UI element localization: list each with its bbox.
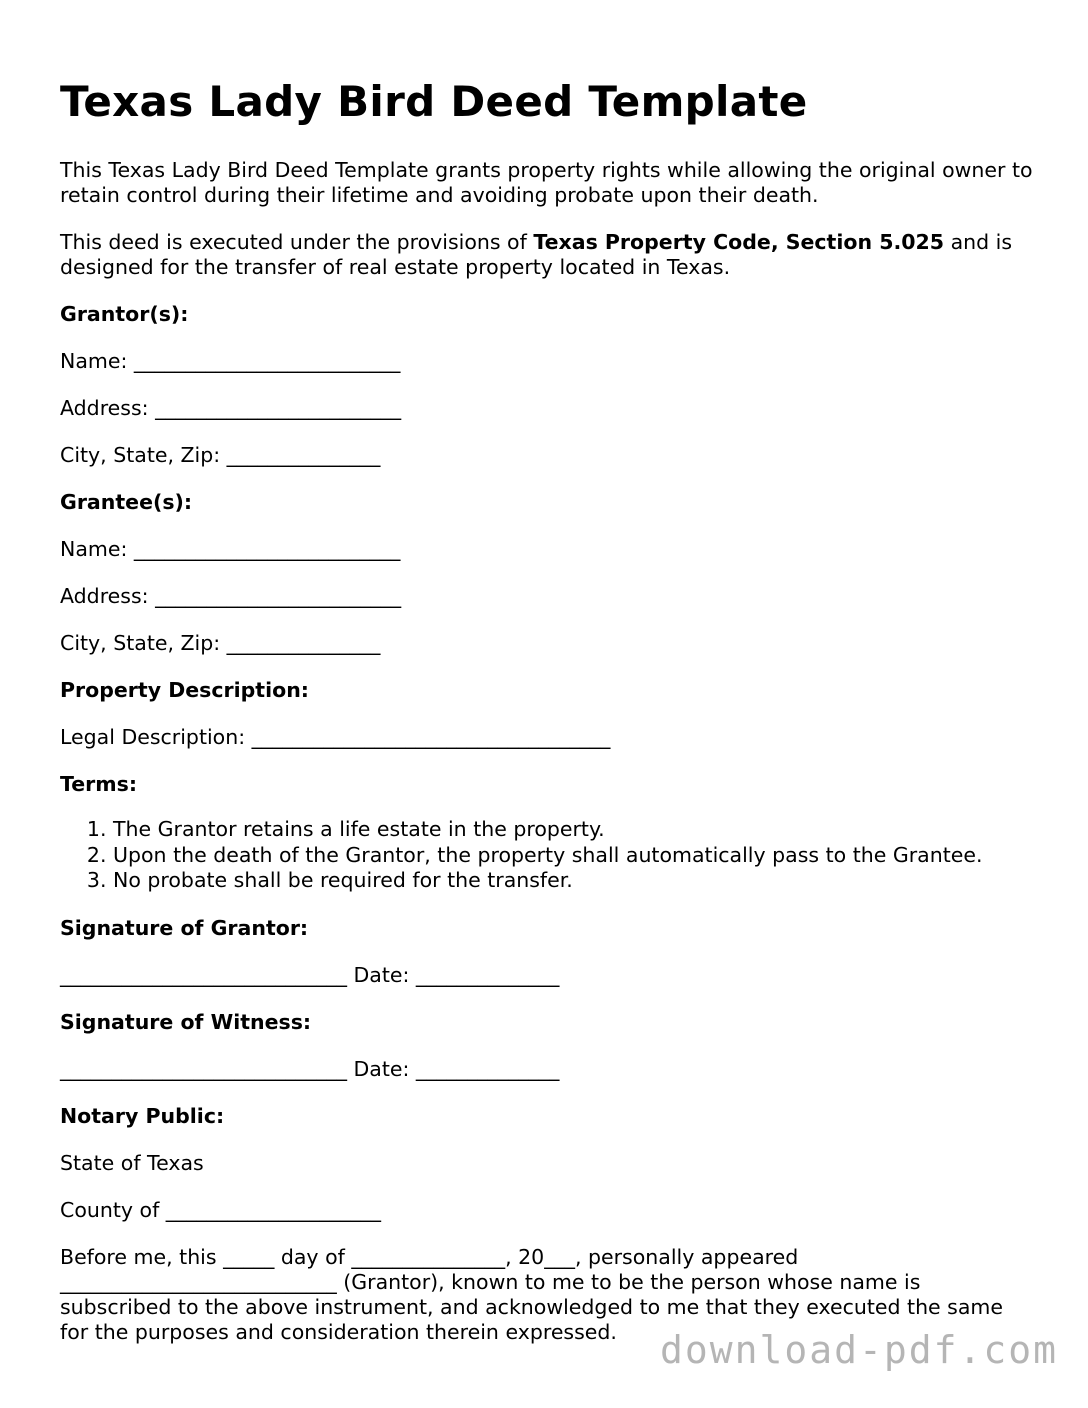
grantor-signature-heading: Signature of Grantor: bbox=[60, 915, 309, 940]
intro-paragraph: This Texas Lady Bird Deed Template grants property rights while allowing the original owner to retain control during their lifetime and avoiding probate upon their death. bbox=[60, 158, 1033, 207]
witness-signature-heading: Signature of Witness: bbox=[60, 1009, 312, 1034]
statute-citation: Texas Property Code, Section 5.025 bbox=[533, 230, 945, 254]
terms-item: 2. Upon the death of the Grantor, the property shall automatically pass to the Grantee. bbox=[113, 843, 1035, 869]
notary-statement: Before me, this _____ day of _______________, 20___, personally appeared ___________________________ (Grantor), known to me to be the person whose name is subscribed to the above instrument, and acknowledged to me that they executed the same for the purposes and consideration therein expressed. bbox=[60, 1244, 1004, 1344]
witness-signature-line: ____________________________ Date: ______________ bbox=[60, 1056, 560, 1081]
grantee-address-field: Address: ________________________ bbox=[60, 584, 402, 608]
statute-paragraph bbox=[60, 230, 1035, 280]
terms-heading: Terms: bbox=[60, 772, 138, 796]
statute-text-after: and is designed for the transfer of real estate property located in Texas. bbox=[60, 230, 1013, 279]
terms-list bbox=[60, 817, 1035, 894]
grantor-signature-line: ____________________________ Date: ______________ bbox=[60, 962, 560, 987]
grantee-heading: Grantee(s): bbox=[60, 490, 193, 514]
grantor-city-field: City, State, Zip: _______________ bbox=[60, 443, 381, 467]
grantee-name-field: Name: __________________________ bbox=[60, 537, 401, 561]
legal-description-field: Legal Description: ___________________________________ bbox=[60, 725, 611, 749]
deed-document bbox=[60, 76, 1035, 1345]
grantor-heading: Grantor(s): bbox=[60, 302, 189, 326]
terms-item: 1. The Grantor retains a life estate in the property. bbox=[113, 817, 1035, 843]
watermark: download-pdf.com bbox=[659, 1328, 1058, 1372]
statute-text-before: This deed is executed under the provisions of bbox=[60, 230, 534, 254]
notary-county-field: County of _____________________ bbox=[60, 1197, 382, 1222]
terms-item: 3. No probate shall be required for the transfer. bbox=[113, 868, 1035, 894]
notary-state: State of Texas bbox=[60, 1150, 204, 1175]
grantee-city-field: City, State, Zip: _______________ bbox=[60, 631, 381, 655]
grantor-name-field: Name: __________________________ bbox=[60, 349, 401, 373]
notary-heading: Notary Public: bbox=[60, 1103, 225, 1128]
property-heading: Property Description: bbox=[60, 678, 309, 702]
page-title: Texas Lady Bird Deed Template bbox=[60, 77, 808, 126]
grantor-address-field: Address: ________________________ bbox=[60, 396, 402, 420]
